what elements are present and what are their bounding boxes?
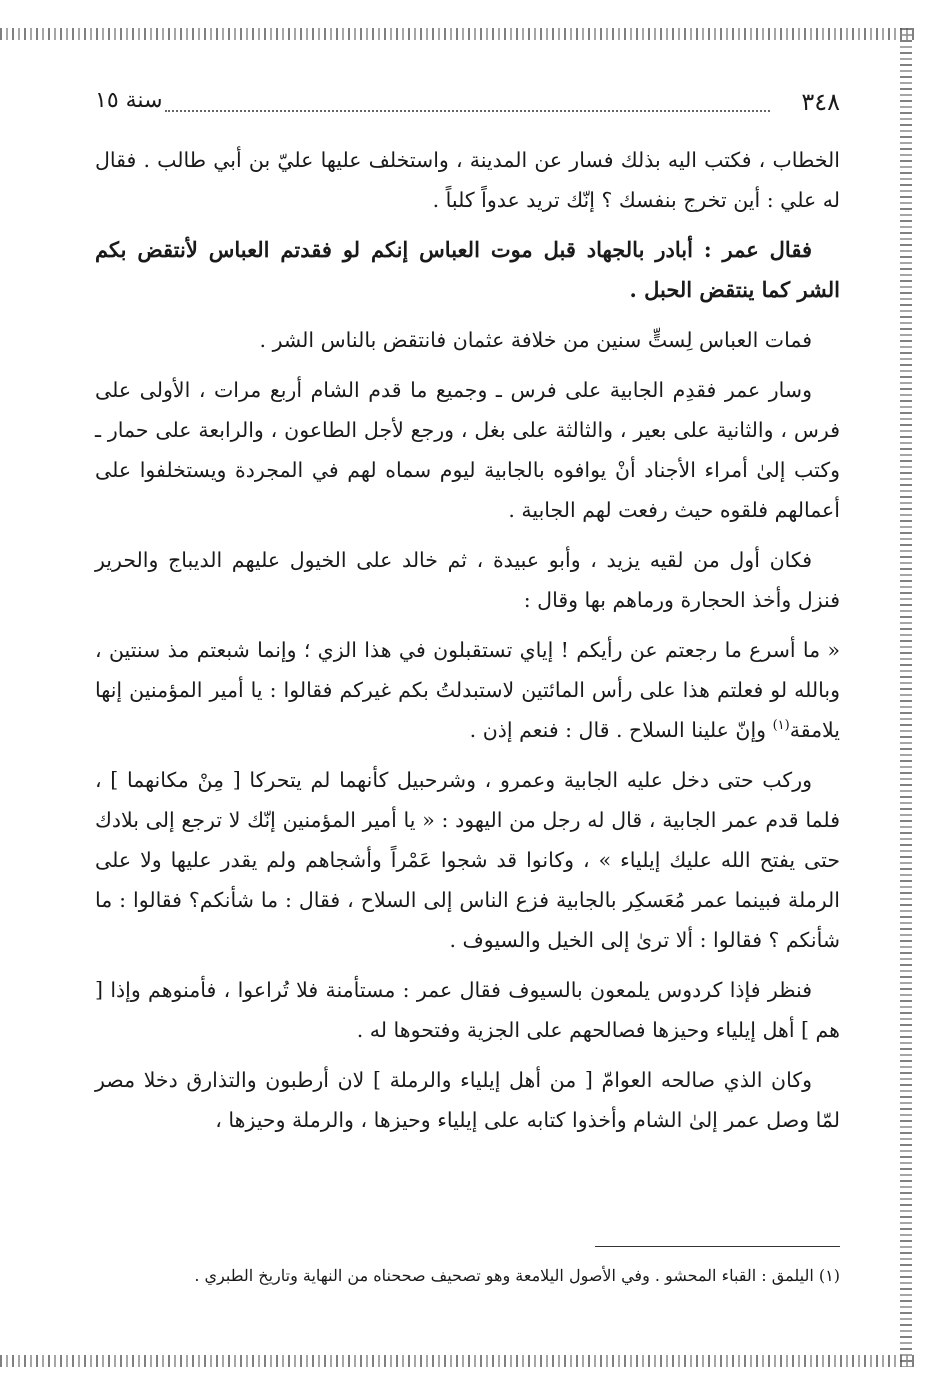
paragraph-8: فنظر فإذا كردوس يلمعون بالسيوف فقال عمر : مستأمنة فلا تُراعوا ، فأمنوهم وإذا [ هم ] أهل إيلياء وحيزها فصالحهم على الجزية وفتحوها له . <box>95 978 840 1042</box>
paragraph-5: فكان أول من لقيه يزيد ، وأبو عبيدة ، ثم خالد على الخيول عليهم الديباج والحرير فنزل وأخذ الحجارة ورماهم بها وقال : <box>95 548 840 612</box>
footnote: (١) اليلمق : القباء المحشو . وفي الأصول اليلامعة وهو تصحيف صححناه من النهاية وتاريخ الطبري . <box>194 1266 840 1285</box>
top-border-ornament <box>0 28 915 40</box>
footnote-separator <box>595 1246 840 1247</box>
paragraph-7: وركب حتى دخل عليه الجابية وعمرو ، وشرحبيل كأنهما لم يتحركا [ مِنْ مكانهما ] ، فلما قدم عمر الجابية ، قال له رجل من اليهود : « يا أمير المؤمنين إنّك لا ترجع إلى بلادك حتى يفتح الله عليك إيلياء » ، وكانوا قد شجوا عَمْراً وأشجاهم ولم يقدر عليها ولا على الرملة فبينما عمر مُعَسكِر بالجابية فزع الناس إلى السلاح ، فقال : ما شأنكم؟ فقالوا : ما شأنكم ؟ فقالوا : ألا ترىٰ إلى الخيل والسيوف . <box>95 768 840 952</box>
page-number: ٣٤٨ <box>801 88 840 116</box>
paragraph-6-tail: وإنّ علينا السلاح . قال : فنعم إذن . <box>469 718 773 742</box>
paragraph-2: فقال عمر : أبادر بالجهاد قبل موت العباس إنكم لو فقدتم العباس لأنتقض بكم الشر كما ينتقض الحبل . <box>95 237 840 302</box>
bottom-border-ornament <box>0 1355 915 1367</box>
paragraph-4: وسار عمر فقدِم الجابية على فرس ـ وجميع ما قدم الشام أربع مرات ، الأولى على فرس ، والثانية على بعير ، والثالثة على بغل ، ورجع لأجل الطاعون ، والرابعة على حمار ـ وكتب إلىٰ أمراء الأجناد أنْ يوافوه بالجابية ليوم سماه لهم في المجردة ويستخلفوا على أعمالهم فلقوه حيث رفعت لهم الجابية . <box>95 378 840 522</box>
paragraph-1: الخطاب ، فكتب اليه بذلك فسار عن المدينة ، واستخلف عليها عليّ بن أبي طالب . فقال له علي : أين تخرج بنفسك ؟ إنّك تريد عدواً كلباً . <box>95 148 840 212</box>
paragraph-3: فمات العباس لِستٍّ سنين من خلافة عثمان فانتقض بالناس الشر . <box>259 328 812 352</box>
running-head: سنة ١٥ <box>95 88 163 113</box>
paragraph-6 <box>95 630 840 750</box>
right-border-ornament <box>900 28 912 1367</box>
main-text <box>95 140 840 1150</box>
paragraph-9: وكان الذي صالحه العوامّ [ من أهل إيلياء والرملة ] لان أرطبون والتذارق دخلا مصر لمّا وصل عمر إلىٰ الشام وأخذوا كتابه على إيلياء وحيزها ، والرملة وحيزها ، <box>95 1068 840 1132</box>
paragraph-6-text: « ما أسرع ما رجعتم عن رأيكم ! إياي تستقبلون في هذا الزي ؛ وإنما شبعتم مذ سنتين ، وبالله لو فعلتم هذا على رأس المائتين لاستبدلتُ بكم غيركم فقالوا : يا أمير المؤمنين إنها يلامقة <box>95 638 840 742</box>
footnote-reference[interactable]: (١) <box>772 718 790 734</box>
page-header <box>95 88 840 124</box>
header-dotted-rule <box>165 110 770 112</box>
